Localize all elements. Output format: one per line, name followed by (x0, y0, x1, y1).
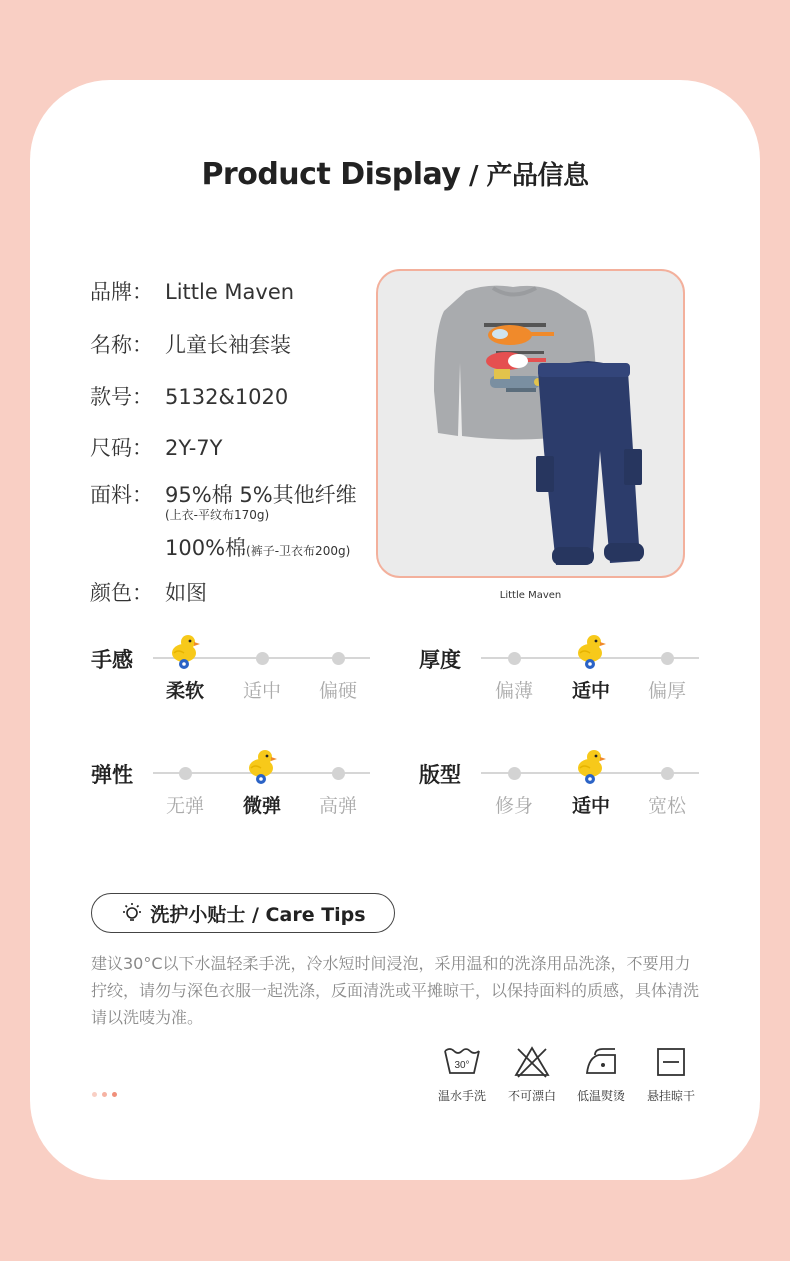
care-item-hand-wash (427, 1045, 497, 1104)
duck-marker-icon (574, 748, 608, 784)
care-item-no-bleach (497, 1045, 567, 1104)
title-english: Product Display (201, 157, 461, 192)
rating-option: 无弹 (165, 795, 204, 817)
info-value: 如图 (165, 581, 207, 605)
rating-dot (508, 767, 521, 780)
info-brand (90, 276, 294, 306)
rating-option: 偏厚 (647, 680, 686, 702)
fabric-top: 95%棉 5%其他纤维 (165, 483, 357, 507)
rating-dot (332, 767, 345, 780)
care-instructions: 建议30°C以下水温轻柔手洗，冷水短时间浸泡，采用温和的洗涤用品洗涤，不要用力拧绞，请勿与深色衣服一起洗涤，反面清洗或平摊晾干，以保持面料的质感，具体清洗请以洗唛为准。 (91, 954, 700, 1027)
info-key: 尺码： (90, 436, 153, 460)
pajama-set-illustration (378, 271, 685, 578)
fabric-bottom-note: (裤子-卫衣布200g) (246, 544, 351, 558)
fabric-bottom (165, 532, 350, 562)
rating-option: 适中 (242, 680, 281, 702)
care-item-low-iron (566, 1045, 636, 1104)
info-size (90, 432, 222, 462)
pager-dot (92, 1092, 97, 1097)
info-value: 5132&1020 (165, 385, 289, 409)
pagination-dots (92, 1092, 117, 1097)
page-title (0, 155, 790, 192)
care-label: 温水手洗 (437, 1089, 486, 1103)
title-chinese: 产品信息 (486, 161, 589, 191)
low-iron-icon (581, 1045, 621, 1079)
rating-dot (508, 652, 521, 665)
rating-dot (179, 767, 192, 780)
care-tips-header (91, 893, 395, 933)
info-key: 颜色： (90, 581, 153, 605)
fabric-bottom-value: 100%棉 (165, 536, 247, 560)
rating-option: 微弹 (242, 795, 281, 817)
rating-label: 厚度 (419, 648, 461, 672)
title-separator: / (460, 161, 487, 191)
rating-dot (256, 652, 269, 665)
info-key: 名称： (90, 333, 153, 357)
info-value: 儿童长袖套装 (165, 333, 291, 357)
care-label: 悬挂晾干 (646, 1089, 695, 1103)
no-bleach-icon (512, 1045, 552, 1079)
hang-dry-icon (651, 1045, 691, 1079)
rating-option: 高弹 (318, 795, 357, 817)
info-name (90, 329, 291, 359)
pager-dot (112, 1092, 117, 1097)
rating-label: 手感 (91, 648, 133, 672)
fabric-top-note: (上衣-平纹布170g) (165, 508, 270, 522)
rating-dot (661, 767, 674, 780)
info-color (90, 577, 207, 607)
care-item-hang-dry (636, 1045, 706, 1104)
rating-option: 柔软 (165, 680, 204, 702)
info-key: 面料： (90, 483, 153, 507)
rating-dot (332, 652, 345, 665)
hand-wash-30-icon (442, 1045, 482, 1079)
photo-caption: Little Maven (499, 590, 562, 601)
info-key: 款号： (90, 385, 153, 409)
rating-option: 偏硬 (318, 680, 357, 702)
pager-dot (102, 1092, 107, 1097)
duck-marker-icon (574, 633, 608, 669)
rating-dot (661, 652, 674, 665)
info-fabric (90, 479, 357, 509)
product-photo (376, 269, 685, 578)
info-value: Little Maven (165, 280, 295, 304)
rating-option: 适中 (571, 680, 610, 702)
rating-label: 版型 (419, 763, 461, 787)
svg-text:30°: 30° (454, 1060, 470, 1071)
info-key: 品牌： (90, 280, 153, 304)
rating-option: 偏薄 (494, 680, 533, 702)
rating-option: 适中 (571, 795, 610, 817)
rating-option: 修身 (494, 795, 533, 817)
duck-marker-icon (168, 633, 202, 669)
info-value: 2Y-7Y (165, 436, 223, 460)
care-tips-title: 洗护小贴士 / Care Tips (150, 903, 366, 926)
info-style-no (90, 381, 288, 411)
duck-marker-icon (245, 748, 279, 784)
rating-option: 宽松 (647, 795, 686, 817)
care-label: 低温熨烫 (576, 1089, 625, 1103)
rating-label: 弹性 (91, 763, 133, 787)
lightbulb-icon (120, 901, 144, 925)
care-label: 不可漂白 (507, 1089, 556, 1103)
